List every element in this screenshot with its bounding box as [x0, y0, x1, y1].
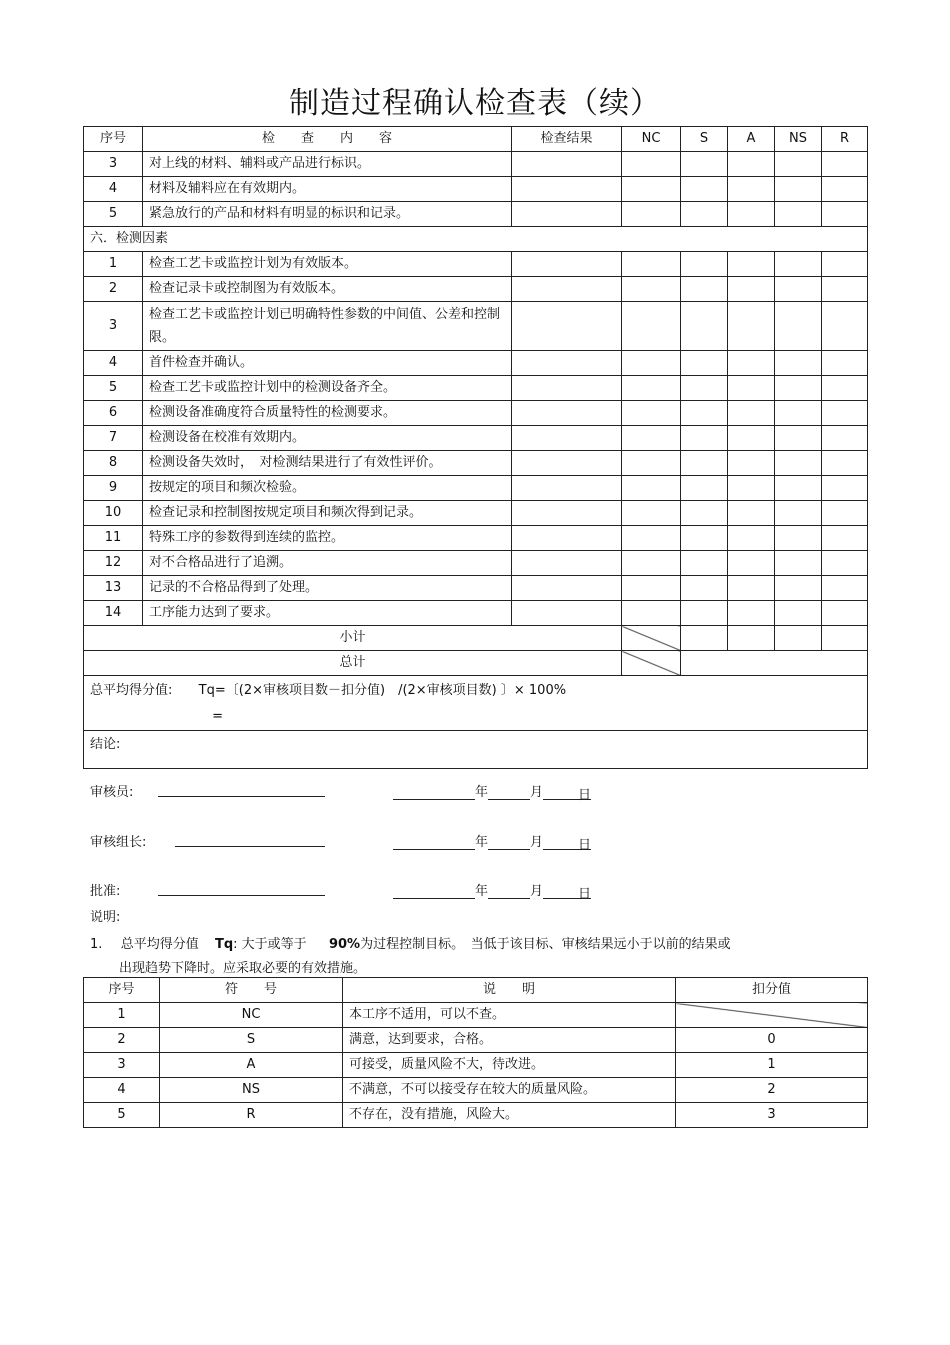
r-cell[interactable] — [822, 426, 868, 451]
item-text: 检查记录和控制图按规定项目和频次得到记录。 — [143, 501, 512, 526]
s-cell[interactable] — [681, 252, 728, 277]
a-cell[interactable] — [728, 351, 775, 376]
a-cell[interactable] — [728, 202, 775, 227]
conclusion-label: 结论: — [90, 737, 121, 752]
r-cell[interactable] — [822, 451, 868, 476]
r-cell[interactable] — [822, 252, 868, 277]
formula-equals: = — [212, 709, 224, 724]
b-row — [84, 451, 868, 476]
item-text: 对不合格品进行了追溯。 — [143, 551, 512, 576]
a-cell[interactable] — [728, 576, 775, 601]
b-row — [84, 526, 868, 551]
item-seq: 13 — [84, 576, 143, 601]
ns-cell[interactable] — [775, 551, 822, 576]
ns-cell[interactable] — [775, 152, 822, 177]
legend-desc: 本工序不适用，可以不查。 — [343, 1003, 676, 1028]
s-cell[interactable] — [681, 351, 728, 376]
result-cell[interactable] — [512, 426, 622, 451]
item-seq: 9 — [84, 476, 143, 501]
ns-cell[interactable] — [775, 252, 822, 277]
b-row — [84, 576, 868, 601]
r-cell[interactable] — [822, 401, 868, 426]
auditor-label: 审核员: — [90, 785, 134, 800]
header-nc: NC — [622, 127, 681, 152]
total-nc-diagonal — [622, 651, 681, 676]
item-text: 检查记录卡或控制图为有效版本。 — [143, 277, 512, 302]
approval-label: 批准: — [90, 884, 121, 899]
s-cell[interactable] — [681, 551, 728, 576]
a-cell[interactable] — [728, 401, 775, 426]
header-result: 检查结果 — [512, 127, 622, 152]
result-cell[interactable] — [512, 401, 622, 426]
b-row — [84, 351, 868, 376]
result-cell[interactable] — [512, 302, 622, 351]
item-seq: 12 — [84, 551, 143, 576]
s-cell[interactable] — [681, 302, 728, 351]
b-row — [84, 601, 868, 626]
nc-cell[interactable] — [622, 302, 681, 351]
item-seq: 4 — [84, 351, 143, 376]
year-label: 年 — [475, 785, 489, 800]
item-text: 特殊工序的参数得到连续的监控。 — [143, 526, 512, 551]
ns-cell[interactable] — [775, 476, 822, 501]
b-row — [84, 252, 868, 277]
legend-row — [84, 1053, 868, 1078]
page-title: 制造过程确认检查表（续） — [289, 86, 661, 121]
ns-cell[interactable] — [775, 177, 822, 202]
total-label: 总计 — [84, 651, 622, 676]
nc-cell[interactable] — [622, 526, 681, 551]
ns-cell[interactable] — [775, 376, 822, 401]
s-cell[interactable] — [681, 526, 728, 551]
nc-cell[interactable] — [622, 451, 681, 476]
s-cell[interactable] — [681, 401, 728, 426]
item-text: 检查工艺卡或监控计划为有效版本。 — [143, 252, 512, 277]
header-s: S — [681, 127, 728, 152]
month-input-line[interactable] — [488, 883, 530, 899]
a-cell[interactable] — [728, 551, 775, 576]
day-input-line[interactable] — [543, 883, 592, 902]
nc-cell[interactable] — [622, 601, 681, 626]
item-seq: 6 — [84, 401, 143, 426]
ns-cell[interactable] — [775, 351, 822, 376]
ns-cell[interactable] — [775, 277, 822, 302]
subtotal-a[interactable] — [728, 626, 775, 651]
a-row — [84, 177, 868, 202]
subtotal-label: 小计 — [84, 626, 622, 651]
lead-auditor-name-line[interactable] — [175, 831, 325, 847]
result-cell[interactable] — [512, 526, 622, 551]
legend-header-deduct: 扣分值 — [676, 978, 868, 1003]
subtotal-r[interactable] — [822, 626, 868, 651]
legend-seq: 3 — [84, 1053, 160, 1078]
legend-symbol: R — [160, 1103, 343, 1128]
day-label: 日 — [578, 838, 592, 853]
notes-heading: 说明: — [90, 910, 121, 925]
result-cell[interactable] — [512, 252, 622, 277]
legend-desc: 不存在，没有措施，风险大。 — [343, 1103, 676, 1128]
day-label: 日 — [578, 887, 592, 902]
ns-cell[interactable] — [775, 601, 822, 626]
r-cell[interactable] — [822, 277, 868, 302]
month-label: 月 — [530, 835, 544, 850]
month-label: 月 — [530, 884, 544, 899]
legend-header-seq: 序号 — [84, 978, 160, 1003]
conclusion-field[interactable] — [84, 731, 868, 769]
item-seq: 4 — [84, 177, 143, 202]
s-cell[interactable] — [681, 501, 728, 526]
item-text: 检测设备在校准有效期内。 — [143, 426, 512, 451]
item-text: 检测设备准确度符合质量特性的检测要求。 — [143, 401, 512, 426]
item-seq: 14 — [84, 601, 143, 626]
nc-cell[interactable] — [622, 177, 681, 202]
header-r: R — [822, 127, 868, 152]
year-label: 年 — [475, 835, 489, 850]
auditor-name-line[interactable] — [158, 781, 325, 797]
nc-cell[interactable] — [622, 476, 681, 501]
item-seq: 5 — [84, 376, 143, 401]
formula-text: Tq=〔(2×审核项目数－扣分值) /(2×审核项目数) 〕× 100% — [198, 683, 567, 698]
b-row — [84, 476, 868, 501]
legend-row — [84, 1103, 868, 1128]
s-cell[interactable] — [681, 202, 728, 227]
item-text: 检测设备失效时， 对检测结果进行了有效性评价。 — [143, 451, 512, 476]
note-text-3: 为过程控制目标。 当低于该目标、审核结果远小于以前的结果或 — [360, 937, 731, 952]
result-cell[interactable] — [512, 551, 622, 576]
note-percent: 90% — [328, 937, 361, 952]
total-row — [84, 651, 868, 676]
legend-desc: 满意，达到要求，合格。 — [343, 1028, 676, 1053]
auditor-signature — [90, 781, 133, 800]
formula-label: 总平均得分值: — [90, 683, 173, 698]
section-title: 六．检测因素 — [84, 227, 868, 252]
a-cell[interactable] — [728, 277, 775, 302]
header-ns: NS — [775, 127, 822, 152]
item-seq: 5 — [84, 202, 143, 227]
legend-symbol: S — [160, 1028, 343, 1053]
legend-deduct: 3 — [676, 1103, 868, 1128]
s-cell[interactable] — [681, 277, 728, 302]
item-text: 对上线的材料、辅料或产品进行标识。 — [143, 152, 512, 177]
approval-signature — [90, 880, 120, 899]
subtotal-ns[interactable] — [775, 626, 822, 651]
checklist-table — [83, 126, 868, 769]
result-cell[interactable] — [512, 177, 622, 202]
s-cell[interactable] — [681, 177, 728, 202]
formula-cell — [84, 676, 868, 731]
s-cell[interactable] — [681, 451, 728, 476]
ns-cell[interactable] — [775, 501, 822, 526]
legend-header-row — [84, 978, 868, 1003]
result-cell[interactable] — [512, 376, 622, 401]
item-text: 紧急放行的产品和材料有明显的标识和记录。 — [143, 202, 512, 227]
b-row — [84, 302, 868, 351]
b-row — [84, 277, 868, 302]
header-content: 检 查 内 容 — [143, 127, 512, 152]
a-row — [84, 202, 868, 227]
day-input-line[interactable] — [543, 834, 592, 853]
a-cell[interactable] — [728, 426, 775, 451]
date-field — [393, 831, 592, 853]
item-seq: 8 — [84, 451, 143, 476]
result-cell[interactable] — [512, 152, 622, 177]
note-line-1 — [90, 933, 731, 952]
item-seq: 7 — [84, 426, 143, 451]
item-text: 检查工艺卡或监控计划中的检测设备齐全。 — [143, 376, 512, 401]
item-text: 首件检查并确认。 — [143, 351, 512, 376]
r-cell[interactable] — [822, 601, 868, 626]
item-seq: 11 — [84, 526, 143, 551]
result-cell[interactable] — [512, 277, 622, 302]
nc-cell[interactable] — [622, 576, 681, 601]
a-cell[interactable] — [728, 302, 775, 351]
ns-cell[interactable] — [775, 576, 822, 601]
a-cell[interactable] — [728, 177, 775, 202]
nc-cell[interactable] — [622, 376, 681, 401]
header-a: A — [728, 127, 775, 152]
total-value[interactable] — [681, 651, 868, 676]
legend-deduct: 0 — [676, 1028, 868, 1053]
r-cell[interactable] — [822, 351, 868, 376]
note-tq: Tq — [214, 937, 234, 952]
result-cell[interactable] — [512, 351, 622, 376]
ns-cell[interactable] — [775, 526, 822, 551]
result-cell[interactable] — [512, 576, 622, 601]
a-cell[interactable] — [728, 476, 775, 501]
result-cell[interactable] — [512, 451, 622, 476]
r-cell[interactable] — [822, 177, 868, 202]
nc-cell[interactable] — [622, 202, 681, 227]
legend-desc: 可接受，质量风险不大，待改进。 — [343, 1053, 676, 1078]
item-text: 按规定的项目和频次检验。 — [143, 476, 512, 501]
nc-cell[interactable] — [622, 401, 681, 426]
section-row — [84, 227, 868, 252]
legend-row — [84, 1028, 868, 1053]
legend-header-symbol: 符 号 — [160, 978, 343, 1003]
b-row — [84, 501, 868, 526]
result-cell[interactable] — [512, 476, 622, 501]
subtotal-nc-diagonal — [622, 626, 681, 651]
ns-cell[interactable] — [775, 426, 822, 451]
legend-seq: 1 — [84, 1003, 160, 1028]
r-cell[interactable] — [822, 526, 868, 551]
r-cell[interactable] — [822, 476, 868, 501]
legend-symbol: A — [160, 1053, 343, 1078]
a-cell[interactable] — [728, 501, 775, 526]
legend-row — [84, 1078, 868, 1103]
r-cell[interactable] — [822, 576, 868, 601]
s-cell[interactable] — [681, 576, 728, 601]
lead-auditor-label: 审核组长: — [90, 835, 147, 850]
result-cell[interactable] — [512, 501, 622, 526]
a-cell[interactable] — [728, 601, 775, 626]
r-cell[interactable] — [822, 302, 868, 351]
item-text: 材料及辅料应在有效期内。 — [143, 177, 512, 202]
nc-cell[interactable] — [622, 501, 681, 526]
nc-cell[interactable] — [622, 277, 681, 302]
lead-auditor-signature — [90, 831, 146, 850]
month-input-line[interactable] — [488, 784, 530, 800]
formula-row — [84, 676, 868, 731]
nc-cell[interactable] — [622, 351, 681, 376]
result-cell[interactable] — [512, 601, 622, 626]
note-number: 1. — [90, 937, 103, 952]
legend-table — [83, 977, 868, 1128]
nc-cell[interactable] — [622, 551, 681, 576]
date-field — [393, 880, 592, 902]
result-cell[interactable] — [512, 202, 622, 227]
note-line-2: 出现趋势下降时。应采取必要的有效措施。 — [119, 961, 367, 976]
s-cell[interactable] — [681, 426, 728, 451]
a-cell[interactable] — [728, 152, 775, 177]
r-cell[interactable] — [822, 501, 868, 526]
item-seq: 10 — [84, 501, 143, 526]
legend-deduct — [676, 1003, 868, 1028]
ns-cell[interactable] — [775, 401, 822, 426]
month-label: 月 — [530, 785, 544, 800]
ns-cell[interactable] — [775, 302, 822, 351]
item-text: 检查工艺卡或监控计划已明确特性参数的中间值、公差和控制限。 — [143, 302, 512, 351]
item-seq: 2 — [84, 277, 143, 302]
subtotal-row — [84, 626, 868, 651]
s-cell[interactable] — [681, 152, 728, 177]
month-input-line[interactable] — [488, 834, 530, 850]
nc-cell[interactable] — [622, 252, 681, 277]
s-cell[interactable] — [681, 601, 728, 626]
r-cell[interactable] — [822, 551, 868, 576]
r-cell[interactable] — [822, 376, 868, 401]
legend-header-desc: 说 明 — [343, 978, 676, 1003]
item-seq: 3 — [84, 152, 143, 177]
item-seq: 3 — [84, 302, 143, 351]
year-input-line[interactable] — [393, 784, 475, 800]
item-text: 记录的不合格品得到了处理。 — [143, 576, 512, 601]
s-cell[interactable] — [681, 376, 728, 401]
a-cell[interactable] — [728, 252, 775, 277]
table-header-row — [84, 127, 868, 152]
nc-cell[interactable] — [622, 152, 681, 177]
item-text: 工序能力达到了要求。 — [143, 601, 512, 626]
year-input-line[interactable] — [393, 834, 475, 850]
legend-deduct: 1 — [676, 1053, 868, 1078]
r-cell[interactable] — [822, 152, 868, 177]
year-input-line[interactable] — [393, 883, 475, 899]
day-label: 日 — [578, 788, 592, 803]
b-row — [84, 401, 868, 426]
ns-cell[interactable] — [775, 202, 822, 227]
header-seq: 序号 — [84, 127, 143, 152]
legend-symbol: NC — [160, 1003, 343, 1028]
a-row — [84, 152, 868, 177]
legend-symbol: NS — [160, 1078, 343, 1103]
nc-cell[interactable] — [622, 426, 681, 451]
a-cell[interactable] — [728, 451, 775, 476]
day-input-line[interactable] — [543, 784, 592, 803]
note-text-1: 总平均得分值 — [120, 937, 199, 952]
legend-seq: 5 — [84, 1103, 160, 1128]
b-row — [84, 376, 868, 401]
legend-row — [84, 1003, 868, 1028]
year-label: 年 — [475, 884, 489, 899]
approval-name-line[interactable] — [158, 880, 325, 896]
a-cell[interactable] — [728, 376, 775, 401]
legend-seq: 2 — [84, 1028, 160, 1053]
note-text-2: : 大于或等于 — [233, 937, 307, 952]
legend-deduct: 2 — [676, 1078, 868, 1103]
r-cell[interactable] — [822, 202, 868, 227]
legend-desc: 不满意，不可以接受存在较大的质量风险。 — [343, 1078, 676, 1103]
ns-cell[interactable] — [775, 451, 822, 476]
a-cell[interactable] — [728, 526, 775, 551]
legend-seq: 4 — [84, 1078, 160, 1103]
s-cell[interactable] — [681, 476, 728, 501]
conclusion-row — [84, 731, 868, 769]
b-row — [84, 426, 868, 451]
subtotal-s[interactable] — [681, 626, 728, 651]
date-field — [393, 781, 592, 803]
item-seq: 1 — [84, 252, 143, 277]
b-row — [84, 551, 868, 576]
